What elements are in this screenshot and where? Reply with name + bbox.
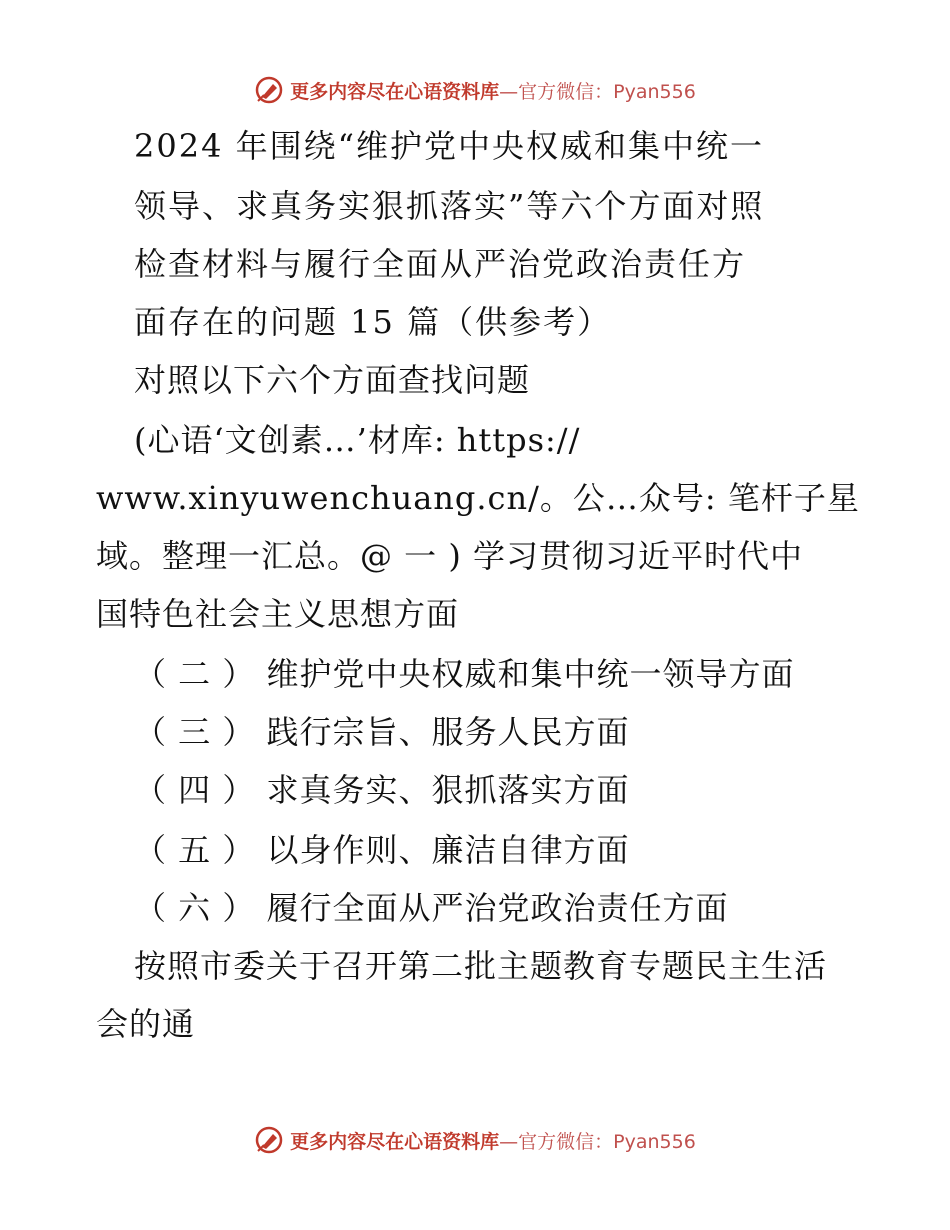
aspect-item-3: （ 三 ） 践行宗旨、服务人民方面 [134, 713, 630, 751]
aspect-item-2: （ 二 ） 维护党中央权威和集中统一领导方面 [134, 655, 795, 693]
watermark-text [290, 1127, 696, 1154]
watermark-brand: 更多内容尽在心语资料库 [290, 80, 500, 103]
footer-watermark [0, 1120, 950, 1160]
aspect-item-6: （ 六 ） 履行全面从严治党政治责任方面 [134, 889, 729, 927]
title-line-3: 检查材料与履行全面从严治党政治责任方 [134, 245, 747, 283]
source-line-2: www.xinyuwenchuang.cn/。公…众号: 笔杆子星 [96, 479, 860, 517]
aspect-item-5: （ 五 ） 以身作则、廉洁自律方面 [134, 831, 630, 869]
watermark-contact: 官方微信：Pyan556 [518, 80, 696, 103]
watermark-separator: — [499, 1130, 519, 1153]
title-line-1: 2024 年围绕“维护党中央权威和集中统一 [134, 127, 764, 165]
watermark-contact: 官方微信：Pyan556 [518, 1130, 696, 1153]
title-line-2: 领导、求真务实狠抓落实”等六个方面对照 [134, 187, 765, 225]
source-line-4: 国特色社会主义思想方面 [96, 595, 460, 633]
aspect-item-4: （ 四 ） 求真务实、狠抓落实方面 [134, 771, 630, 809]
closing-line-1: 按照市委关于召开第二批主题教育专题民主生活 [134, 947, 828, 985]
watermark-separator: — [499, 80, 519, 103]
source-line-3: 域。整理一汇总。@ 一 ) 学习贯彻习近平时代中 [96, 537, 804, 575]
closing-line-2: 会的通 [96, 1005, 196, 1043]
title-line-4: 面存在的问题 15 篇（供参考） [134, 303, 612, 341]
pen-nib-circle-icon [254, 1125, 284, 1155]
watermark-brand: 更多内容尽在心语资料库 [290, 1130, 500, 1153]
source-line-1: (心语‘文创素…’材库: https:// [134, 421, 581, 459]
intro-line: 对照以下六个方面查找问题 [134, 361, 531, 399]
